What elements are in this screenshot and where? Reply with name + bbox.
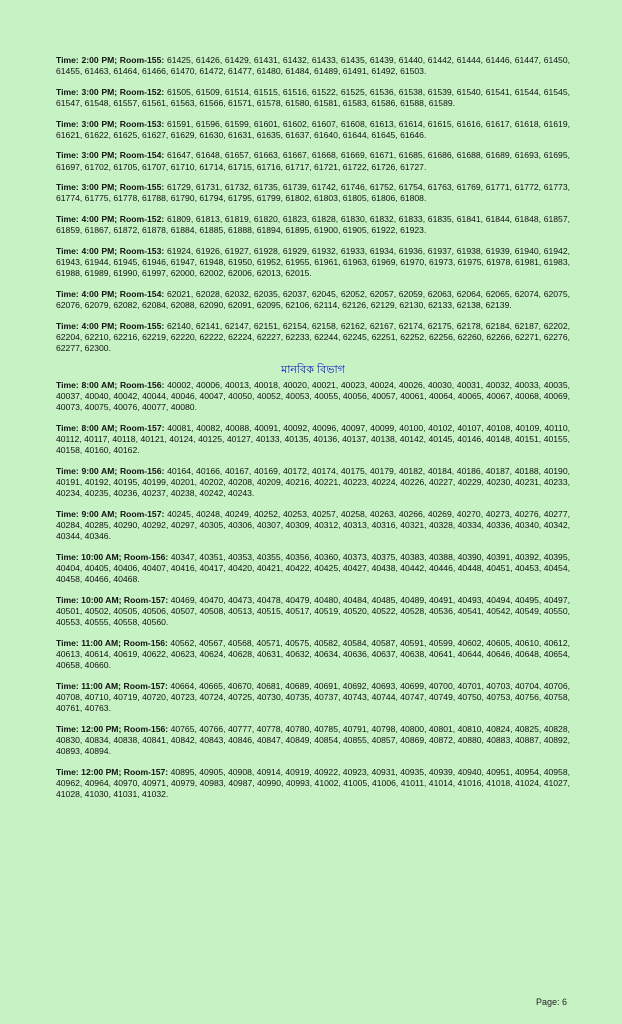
page-number: Page: 6 [535, 997, 567, 1007]
time-room-label: Time: 10:00 AM; Room-157: [56, 594, 169, 605]
time-room-label: Time: 4:00 PM; Room-155: [56, 320, 165, 331]
schedule-content [56, 55, 570, 810]
schedule-entry [56, 595, 570, 629]
schedule-entry [56, 552, 570, 586]
schedule-entry [56, 767, 570, 801]
roll-numbers: 40164, 40166, 40167, 40169, 40172, 40174, 40175, 40179, 40182, 40184, 40186, 40187, 40188, 40190, 40191, 40192, 40195, 40199, 40201, 40202, 40208, 40209, 40216, 40221, 40223, 40224, 40226, 40227, 40229, 40230, 40231, 40233, 40234, 40235, 40236, 40237, 40238, 40242, 40243. [56, 465, 571, 498]
schedule-entry [56, 321, 570, 355]
schedule-entry [56, 87, 570, 109]
science-schedule-list [56, 55, 570, 354]
schedule-entry [56, 150, 570, 172]
schedule-entry [56, 214, 570, 236]
time-room-label: Time: 4:00 PM; Room-153: [56, 245, 165, 256]
time-room-label: Time: 2:00 PM; Room-155: [56, 55, 165, 65]
time-room-label: Time: 11:00 AM; Room-156: [56, 637, 168, 648]
roll-numbers: 62021, 62028, 62032, 62035, 62037, 62045, 62052, 62057, 62059, 62063, 62064, 62065, 62074, 62075, 62076, 62079, 62082, 62084, 62088, 62090, 62091, 62095, 62106, 62114, 62126, 62129, 62130, 62133, 62138, 62139. [56, 288, 571, 310]
time-room-label: Time: 11:00 AM; Room-157: [56, 680, 168, 691]
roll-numbers: 40002, 40006, 40013, 40018, 40020, 40021, 40023, 40024, 40026, 40030, 40031, 40032, 40033, 40035, 40037, 40040, 40042, 40044, 40046, 40047, 40050, 40052, 40053, 40055, 40056, 40057, 40061, 40064, 40065, 40067, 40068, 40069, 40073, 40075, 40076, 40077, 40080. [56, 379, 571, 412]
time-room-label: Time: 3:00 PM; Room-152: [56, 86, 165, 97]
roll-numbers: 40765, 40766, 40777, 40778, 40780, 40785, 40791, 40798, 40800, 40801, 40810, 40824, 40825, 40828, 40830, 40834, 40838, 40841, 40842, 40843, 40846, 40847, 40849, 40854, 40855, 40857, 40869, 40872, 40880, 40883, 40887, 40892, 40893, 40894. [56, 723, 570, 756]
roll-numbers: 40081, 40082, 40088, 40091, 40092, 40096, 40097, 40099, 40100, 40102, 40107, 40108, 40109, 40110, 40112, 40117, 40118, 40121, 40124, 40125, 40127, 40133, 40135, 40136, 40137, 40138, 40142, 40145, 40146, 40148, 40151, 40155, 40158, 40160, 40162. [56, 422, 570, 455]
roll-numbers: 40347, 40351, 40353, 40355, 40356, 40360, 40373, 40375, 40383, 40388, 40390, 40391, 40392, 40395, 40404, 40405, 40406, 40407, 40416, 40417, 40420, 40421, 40422, 40425, 40427, 40438, 40442, 40446, 40448, 40451, 40453, 40454, 40458, 40466, 40468. [56, 551, 571, 584]
schedule-entry [56, 289, 570, 311]
roll-numbers: 40245, 40248, 40249, 40252, 40253, 40257, 40258, 40263, 40266, 40269, 40270, 40273, 40276, 40277, 40284, 40285, 40290, 40292, 40297, 40305, 40306, 40307, 40309, 40312, 40313, 40316, 40321, 40328, 40334, 40336, 40340, 40342, 40344, 40346. [56, 508, 571, 541]
roll-numbers: 40664, 40665, 40670, 40681, 40689, 40691, 40692, 40693, 40699, 40700, 40701, 40703, 40704, 40706, 40708, 40710, 40719, 40720, 40723, 40724, 40725, 40730, 40735, 40737, 40743, 40744, 40747, 40749, 40750, 40753, 40756, 40758, 40761, 40763. [56, 680, 571, 713]
schedule-entry [56, 638, 570, 672]
time-room-label: Time: 10:00 AM; Room-156: [56, 551, 169, 562]
humanities-schedule-list [56, 380, 570, 801]
roll-numbers: 40469, 40470, 40473, 40478, 40479, 40480, 40484, 40485, 40489, 40491, 40493, 40494, 40495, 40497, 40501, 40502, 40505, 40506, 40507, 40508, 40513, 40515, 40517, 40519, 40520, 40522, 40528, 40536, 40541, 40542, 40549, 40550, 40553, 40555, 40558, 40560. [56, 594, 571, 627]
time-room-label: Time: 3:00 PM; Room-155: [56, 182, 165, 193]
schedule-entry [56, 119, 570, 141]
time-room-label: Time: 8:00 AM; Room-157: [56, 422, 165, 433]
roll-numbers: 61591, 61596, 61599, 61601, 61602, 61607, 61608, 61613, 61614, 61615, 61616, 61617, 61618, 61619, 61621, 61622, 61625, 61627, 61629, 61630, 61631, 61635, 61637, 61640, 61644, 61645, 61646. [56, 118, 571, 140]
roll-numbers: 61647, 61648, 61657, 61663, 61667, 61668, 61669, 61671, 61685, 61686, 61688, 61689, 61693, 61695, 61697, 61702, 61705, 61707, 61710, 61714, 61715, 61716, 61717, 61721, 61722, 61726, 61727. [56, 150, 571, 172]
schedule-entry [56, 246, 570, 280]
roll-numbers: 61729, 61731, 61732, 61735, 61739, 61742, 61746, 61752, 61754, 61763, 61769, 61771, 61772, 61773, 61774, 61775, 61778, 61788, 61790, 61794, 61795, 61799, 61802, 61803, 61805, 61806, 61808. [56, 182, 571, 204]
roll-numbers: 61809, 61813, 61819, 61820, 61823, 61828, 61830, 61832, 61833, 61835, 61841, 61844, 61848, 61857, 61859, 61867, 61872, 61878, 61884, 61885, 61888, 61894, 61895, 61900, 61905, 61922, 61923. [56, 213, 571, 236]
time-room-label: Time: 4:00 PM; Room-154: [56, 288, 165, 299]
schedule-entry [56, 509, 570, 543]
schedule-entry [56, 55, 570, 77]
time-room-label: Time: 3:00 PM; Room-153: [56, 118, 165, 129]
schedule-entry [56, 466, 570, 500]
schedule-entry [56, 182, 570, 204]
schedule-entry [56, 724, 570, 758]
time-room-label: Time: 9:00 AM; Room-157: [56, 508, 165, 519]
schedule-entry [56, 423, 570, 457]
roll-numbers: 61505, 61509, 61514, 61515, 61516, 61522, 61525, 61536, 61538, 61539, 61540, 61541, 61544, 61545, 61547, 61548, 61557, 61561, 61563, 61566, 61571, 61578, 61580, 61581, 61583, 61586, 61588, 61589. [56, 86, 571, 108]
time-room-label: Time: 12:00 PM; Room-157: [56, 766, 169, 777]
time-room-label: Time: 8:00 AM; Room-156: [56, 379, 165, 390]
time-room-label: Time: 12:00 PM; Room-156: [56, 723, 169, 734]
department-heading: মানবিক বিভাগ [281, 363, 345, 376]
roll-numbers: 61425, 61426, 61429, 61431, 61432, 61433, 61435, 61439, 61440, 61442, 61444, 61446, 61447, 61450, 61455, 61463, 61464, 61466, 61470, 61472, 61477, 61480, 61484, 61489, 61491, 61492, 61503. [56, 55, 571, 77]
time-room-label: Time: 9:00 AM; Room-156: [56, 465, 165, 476]
roll-numbers: 40895, 40905, 40908, 40914, 40919, 40922, 40923, 40931, 40935, 40939, 40940, 40951, 40954, 40958, 40962, 40964, 40970, 40971, 40979, 40983, 40987, 40990, 40993, 41002, 41005, 41006, 41011, 41014, 41016, 41018, 41024, 41027, 41028, 41030, 41031, 41032. [56, 766, 570, 799]
time-room-label: Time: 3:00 PM; Room-154: [56, 150, 165, 161]
time-room-label: Time: 4:00 PM; Room-152: [56, 213, 165, 224]
schedule-entry [56, 380, 570, 414]
roll-numbers: 61924, 61926, 61927, 61928, 61929, 61932, 61933, 61934, 61936, 61937, 61938, 61939, 61940, 61942, 61943, 61944, 61945, 61946, 61947, 61948, 61950, 61952, 61955, 61961, 61963, 61969, 61970, 61973, 61975, 61978, 61981, 61983, 61988, 61989, 61990, 61997, 62000, 62002, 62006, 62013, 62015. [56, 245, 571, 279]
roll-numbers: 62140, 62141, 62147, 62151, 62154, 62158, 62162, 62167, 62174, 62175, 62178, 62184, 62187, 62202, 62204, 62210, 62216, 62219, 62220, 62222, 62224, 62227, 62233, 62244, 62245, 62251, 62252, 62256, 62260, 62266, 62271, 62276, 62277, 62300. [56, 320, 571, 353]
roll-numbers: 40562, 40567, 40568, 40571, 40575, 40582, 40584, 40587, 40591, 40599, 40602, 40605, 40610, 40612, 40613, 40614, 40619, 40622, 40623, 40624, 40628, 40631, 40632, 40634, 40636, 40637, 40638, 40641, 40644, 40646, 40648, 40654, 40658, 40660. [56, 637, 571, 670]
schedule-entry [56, 681, 570, 715]
